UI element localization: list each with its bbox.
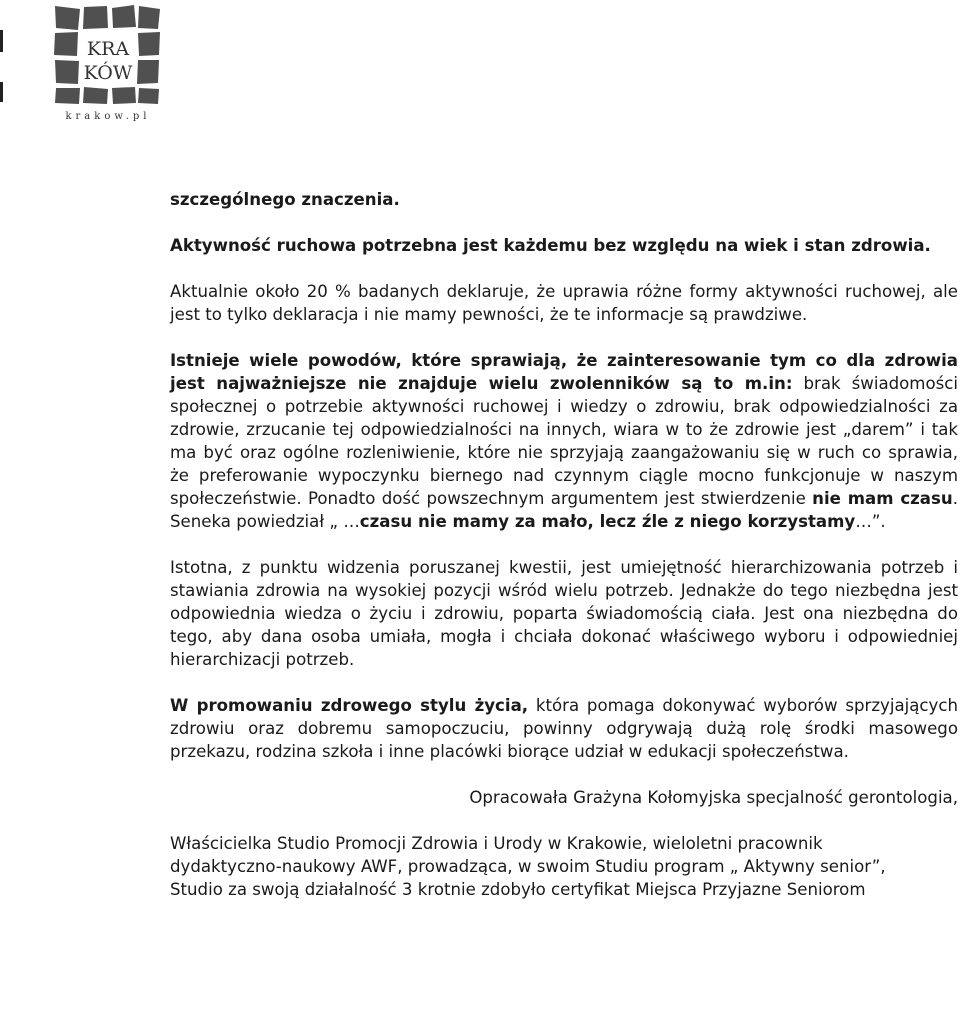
promotion-lead: W promowaniu zdrowego stylu życia, bbox=[170, 696, 529, 715]
left-edge-mark bbox=[0, 82, 3, 102]
krakow-logo bbox=[52, 4, 162, 122]
author-signature: Opracowała Grażyna Kołomyjska specjalność gerontologia, bbox=[469, 788, 958, 807]
document-body bbox=[170, 188, 958, 901]
author-bio: Właścicielka Studio Promocji Zdrowia i Urody w Krakowie, wieloletni pracownik dydaktyczno-naukowy AWF, prowadząca, w swoim Studiu program „ Aktywny senior”, Studio za swoją działalność 3 krotnie zdobyło certyfikat Miejsca Przyjazne Seniorom bbox=[170, 834, 886, 899]
no-time-phrase: nie mam czasu bbox=[812, 489, 953, 508]
paragraph-hierarchy: Istotna, z punktu widzenia poruszanej kwestii, jest umiejętność hierarchizowania potrzeb i stawiania zdrowia na wysokiej pozycji wśród wielu potrzeb. Jednakże do tego niezbędna jest odpowiednia wiedza o życiu i zdrowiu, poparta świadomością ciała. Jest ona niezbędna do tego, aby dana osoba umiała, mogła i chciała dokonać właściwego wyboru i odpowiedniej hierarchizacji potrzeb. bbox=[170, 558, 958, 669]
reasons-lead: Istnieje wiele powodów, które sprawiają, że zainteresowanie tym co dla zdrowia jest najważniejsze nie znajduje wielu zwolenników są to m.in: bbox=[170, 351, 958, 393]
promotion-text: która pomaga dokonywać wyborów sprzyjających zdrowiu oraz dobremu samopoczuciu, powinny odgrywają dużą rolę środki masowego przekazu, rodzina szkoła i inne placówki biorące udział w edukacji społeczeństwa. bbox=[170, 696, 958, 761]
paragraph-survey: Aktualnie około 20 % badanych deklaruje, że uprawia różne formy aktywności ruchowej, ale jest to tylko deklaracja i nie mamy pewności, że te informacje są prawdziwe. bbox=[170, 282, 958, 324]
logo-text-kow: KÓW bbox=[83, 62, 133, 84]
left-edge-mark bbox=[0, 30, 3, 52]
bold-statement: Aktywność ruchowa potrzebna jest każdemu bez względu na wiek i stan zdrowia. bbox=[170, 236, 931, 255]
paragraph-reasons bbox=[170, 349, 958, 533]
logo-site-text: krakow.pl bbox=[65, 111, 151, 122]
logo-text-kra: KRA bbox=[86, 38, 130, 60]
heading-fragment: szczególnego znaczenia. bbox=[170, 190, 400, 209]
seneca-intro: . Seneka powiedział „ … bbox=[170, 489, 958, 531]
seneca-quote: czasu nie mamy za mało, lecz źle z niego korzystamy bbox=[359, 512, 856, 531]
paragraph-promotion bbox=[170, 694, 958, 763]
seneca-quote-end: …”. bbox=[855, 512, 886, 531]
reasons-text: brak świadomości społecznej o potrzebie aktywności ruchowej i wiedzy o zdrowiu, brak odpowiedzialności za zdrowie, zrzucanie tej odpowiedzialności na innych, wiara w to że zdrowie jest „darem” i tak ma być oraz ogólne rozleniwienie, które nie sprzyjają zaangażowaniu się w ruch co sprawia, że preferowanie wypoczynku biernego nad czynnym ciągle mocno funkcjonuje w naszym społeczeństwie. Ponadto dość powszechnym argumentem jest stwierdzenie bbox=[170, 374, 958, 508]
